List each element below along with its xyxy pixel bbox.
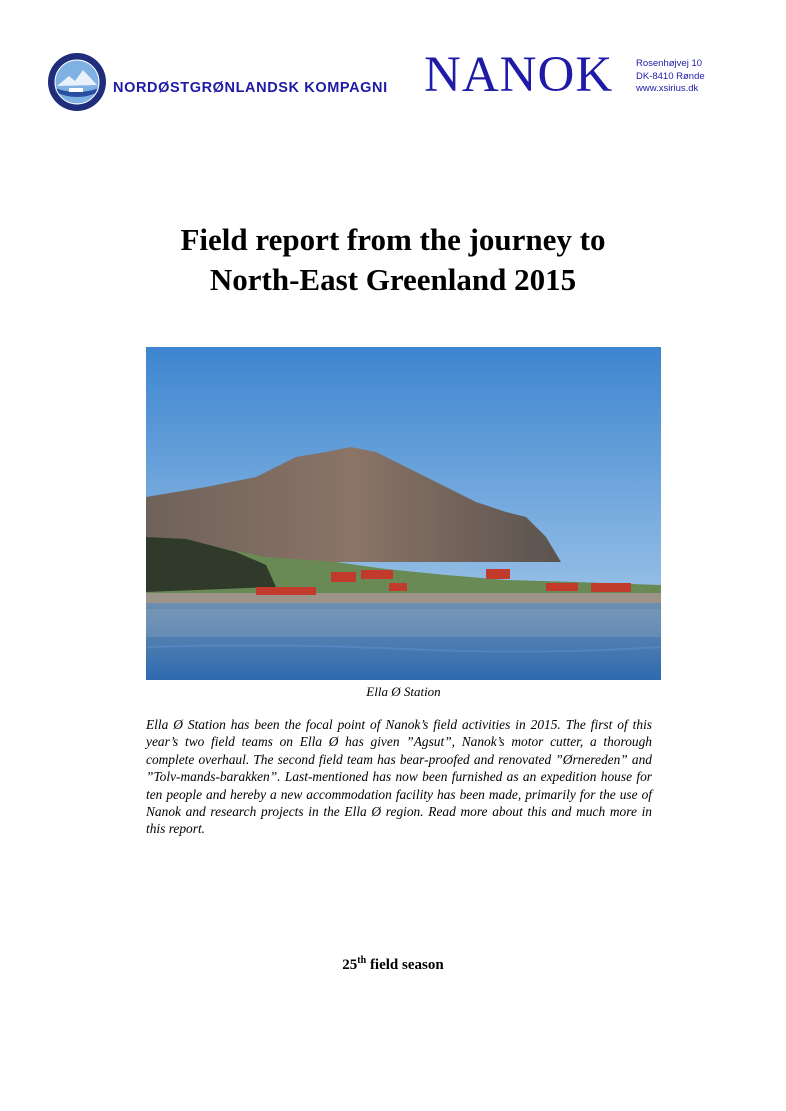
- season-ordinal-suffix: th: [357, 955, 367, 966]
- brand-name: NANOK: [424, 47, 614, 103]
- address-block: [636, 58, 705, 96]
- company-name: NORDØSTGRØNLANDSK KOMPAGNI: [113, 80, 388, 96]
- address-street: Rosenhøjvej 10: [636, 58, 703, 69]
- title-line-1: Field report from the journey to: [180, 222, 606, 257]
- photo-caption: Ella Ø Station: [366, 684, 441, 699]
- address-city: DK-8410 Rønde: [636, 70, 705, 82]
- season-number: 25: [342, 957, 358, 973]
- address-website: www.xsirius.dk: [636, 83, 699, 94]
- station-photo: [146, 347, 661, 680]
- page-title: [0, 220, 786, 300]
- field-season-label: [0, 955, 786, 974]
- season-text: field season: [366, 957, 444, 973]
- summary-paragraph: Ella Ø Station has been the focal point of Nanok’s field activities in 2015. The first of this year’s two field teams on Ella Ø has given ”Agsut”, Nanok’s motor cutter, a thorough complete overhaul. The second field team has bear-proofed and renovated ”Ørnereden” and ”Tolv-mands-barakken”. Last-mentioned has now been furnished as an expedition house for ten people and hereby a new accommodation facility has been made, primarily for the use of Nanok and research projects in the Ella Ø region. Read more about this and much more in this report.: [146, 717, 652, 837]
- nanok-logo: [47, 52, 107, 112]
- title-line-2: North-East Greenland 2015: [209, 262, 577, 297]
